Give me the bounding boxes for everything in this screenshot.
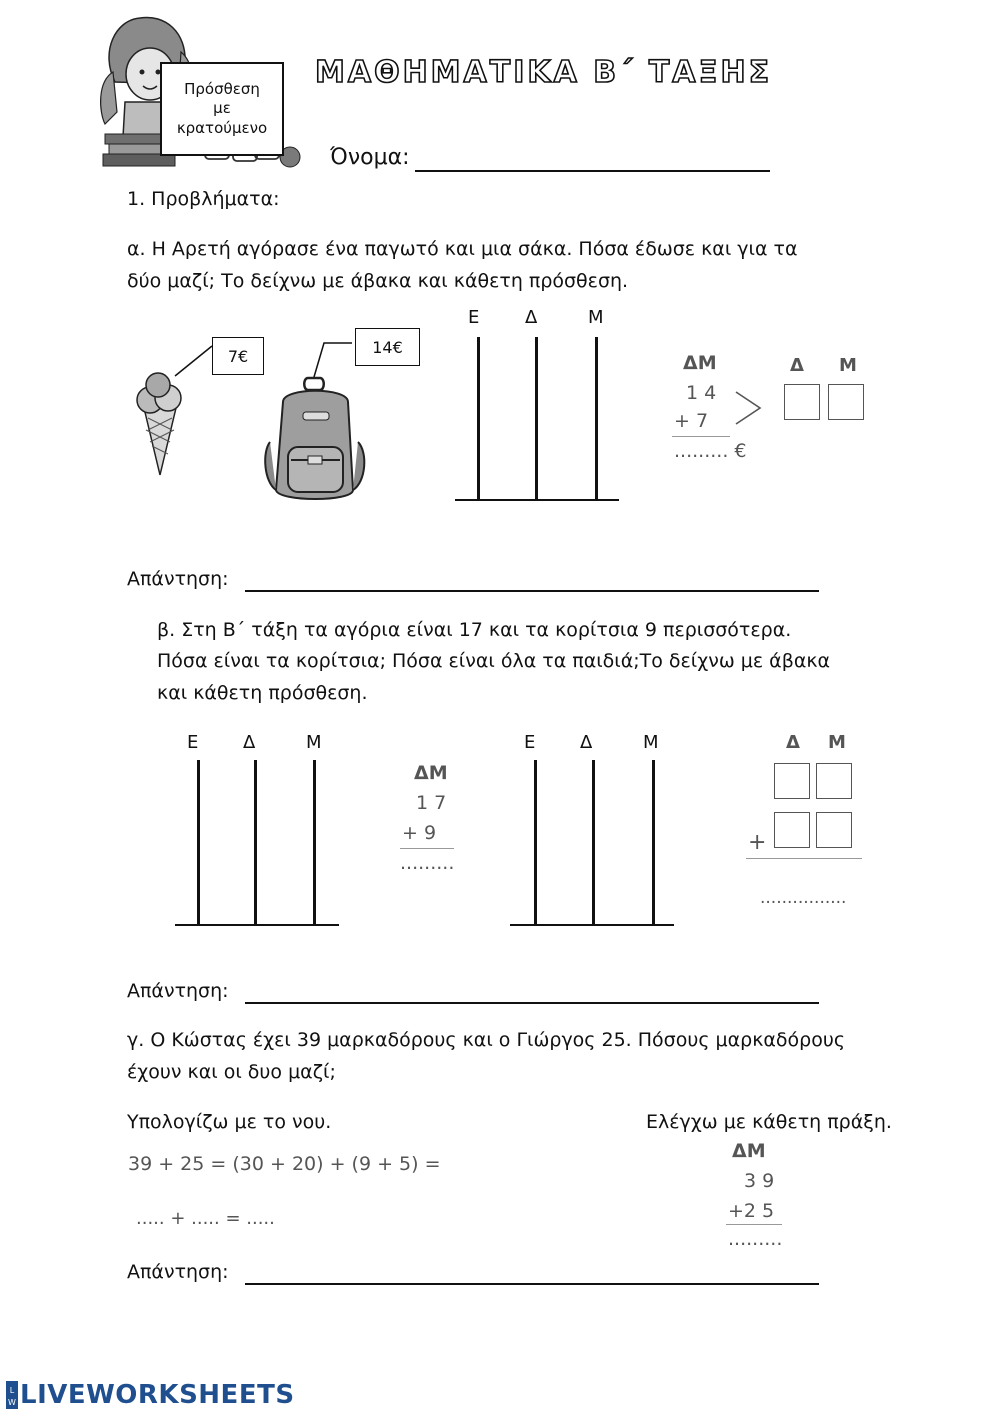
abacus-label-m: Μ (588, 307, 604, 328)
problem-c-line-1: γ. Ο Κώστας έχει 39 μαρκαδόρους και ο Γιώργος 25. Πόσους μαρκαδόρους (127, 1029, 845, 1051)
ice-cream-image (130, 370, 190, 480)
addend-top: 1 7 (416, 792, 447, 814)
problem-c-line-2: έχουν και οι δυο μαζί; (127, 1061, 336, 1083)
abacus-base (455, 499, 619, 501)
plus-sign: + (748, 830, 767, 855)
sign-line-1: Πρόσθεση (184, 79, 260, 98)
backpack-icon (258, 372, 373, 512)
svg-text:W: W (8, 1398, 16, 1407)
fill-equation[interactable]: ..... + ..... = ..... (136, 1208, 275, 1229)
abacus-rod-m (595, 337, 598, 500)
answer-field-c[interactable] (245, 1283, 819, 1285)
abacus-label-d: Δ (580, 732, 593, 753)
box-label-d: Δ (790, 355, 804, 376)
abacus-rod-d (592, 760, 595, 925)
abacus-label-e: Ε (187, 732, 199, 753)
abacus-label-m: Μ (306, 732, 322, 753)
place-value-header: ΔΜ (732, 1140, 766, 1162)
sum-placeholder[interactable]: ......... (400, 852, 455, 874)
sum-placeholder[interactable]: ......... € (674, 440, 747, 462)
footer-logo[interactable] (6, 1380, 295, 1410)
abacus-base (175, 924, 339, 926)
answer-field-a[interactable] (245, 590, 819, 592)
place-value-header: ΔΜ (683, 352, 717, 374)
problem-b-line-1: β. Στη Β΄ τάξη τα αγόρια είναι 17 και τα κορίτσια 9 περισσότερα. (157, 619, 792, 641)
addend-top: 3 9 (744, 1170, 775, 1192)
abacus-label-m: Μ (643, 732, 659, 753)
box-label-m: Μ (839, 355, 857, 376)
place-value-header: ΔΜ (414, 762, 448, 784)
page-title: ΜΑΘΗΜΑΤΙΚΑ Β΄ ΤΑΞΗΣ (315, 55, 773, 90)
abacus-rod-d (535, 337, 538, 500)
section-title: 1. Προβλήματα: (127, 188, 280, 210)
abacus-rod-m (313, 760, 316, 925)
problem-b-line-2: Πόσα είναι τα κορίτσια; Πόσα είναι όλα τα παιδιά;Το δείχνω με άβακα (157, 650, 831, 672)
answer-box-units[interactable] (828, 384, 864, 420)
answer-label-c: Απάντηση: (127, 1261, 229, 1283)
abacus-label-d: Δ (243, 732, 256, 753)
ice-cream-icon (130, 370, 190, 480)
sum-line (726, 1224, 782, 1225)
abacus-base (510, 924, 674, 926)
name-label: Όνομα: (330, 145, 410, 170)
sum-placeholder[interactable]: ......... (728, 1228, 783, 1250)
backpack-image (258, 372, 373, 512)
sign-line-3: κρατούμενο (176, 118, 268, 137)
top-box-tens[interactable] (774, 763, 810, 799)
addend-bottom: + 9 (402, 822, 437, 844)
svg-text:L: L (9, 1386, 15, 1395)
addend-bottom: +2 5 (728, 1200, 775, 1222)
mental-calc-label: Υπολογίζω με το νου. (127, 1111, 332, 1133)
problem-a-line-2: δύο μαζί; Το δείχνω με άβακα και κάθετη πρόσθεση. (127, 270, 629, 292)
bottom-box-tens[interactable] (774, 812, 810, 848)
abacus-label-d: Δ (525, 307, 538, 328)
answer-label-b: Απάντηση: (127, 980, 229, 1002)
box-label-d: Δ (786, 732, 800, 753)
answer-label-a: Απάντηση: (127, 568, 229, 590)
liveworksheets-logo-icon (6, 1381, 18, 1409)
abacus-a[interactable] (455, 305, 620, 505)
sum-placeholder[interactable]: ................ (760, 888, 847, 908)
addend-bottom: + 7 (674, 410, 709, 432)
abacus-rod-m (652, 760, 655, 925)
top-box-units[interactable] (816, 763, 852, 799)
abacus-label-e: Ε (468, 307, 480, 328)
problem-b-line-3: και κάθετη πρόσθεση. (157, 682, 368, 704)
bottom-box-units[interactable] (816, 812, 852, 848)
ice-cream-price: 7€ (212, 337, 264, 375)
abacus-rod-e (197, 760, 200, 925)
abacus-b2[interactable] (510, 730, 675, 930)
vertical-check-label: Ελέγχω με κάθετη πράξη. (646, 1111, 892, 1133)
abacus-rod-e (534, 760, 537, 925)
abacus-b1[interactable] (175, 730, 340, 930)
addend-top: 1 4 (686, 382, 717, 404)
decomposition-equation: 39 + 25 = (30 + 20) + (9 + 5) = (128, 1153, 441, 1175)
abacus-rod-d (254, 760, 257, 925)
answer-box-tens[interactable] (784, 384, 820, 420)
footer-brand: LIVEWORKSHEETS (20, 1380, 295, 1410)
name-field[interactable] (415, 170, 770, 172)
backpack-price: 14€ (355, 328, 420, 366)
sum-line (672, 436, 730, 437)
backpack-pointer (310, 335, 360, 384)
abacus-rod-e (477, 337, 480, 500)
topic-sign (160, 62, 284, 156)
sum-line (746, 858, 862, 859)
sign-line-2: με (213, 99, 231, 118)
answer-field-b[interactable] (245, 1002, 819, 1004)
problem-a-line-1: α. Η Αρετή αγόρασε ένα παγωτό και μια σάκα. Πόσα έδωσε και για τα (127, 238, 798, 260)
abacus-label-e: Ε (524, 732, 536, 753)
arrow-bracket-icon (734, 388, 764, 428)
box-label-m: Μ (828, 732, 846, 753)
sum-line (400, 848, 454, 849)
